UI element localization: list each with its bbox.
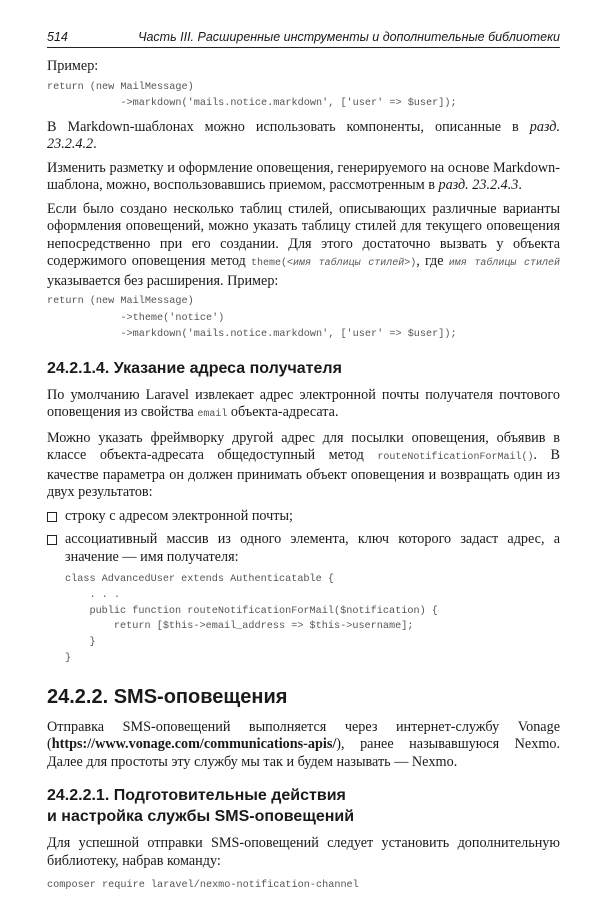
paragraph (47, 835, 560, 870)
text: . (93, 136, 97, 152)
inline-code-italic: имя таблицы стилей (448, 258, 561, 269)
code-block-theme: return (new MailMessage) ->theme('notice') ->markdown('mails.notice.markdown', ['user' => $user]); (47, 296, 457, 340)
paragraph (47, 430, 560, 502)
heading-line: и настройка службы SMS-оповещений (47, 808, 355, 826)
text: объекта-адресата. (227, 404, 339, 420)
checkbox-bullet-icon (47, 535, 57, 545)
text: указывается без расширения. Пример: (47, 272, 279, 289)
section-heading (47, 785, 560, 827)
text: , где (416, 253, 449, 269)
checkbox-bullet-icon (47, 512, 57, 522)
paragraph (47, 160, 560, 195)
paragraph (47, 119, 560, 154)
text: Можно указать фреймворку другой адрес для посылки оповещения, объявив в классе объекта-адресата общедоступный метод (47, 429, 560, 463)
section-reference: разд. 23.2.4.2 (47, 118, 560, 152)
text: В Markdown-шаблонах можно использовать компоненты, описанные в (47, 118, 530, 135)
text: Отправка SMS-оповещений выполняется через интернет-службу Vonage ( (47, 718, 560, 753)
inline-code: ) (410, 258, 417, 269)
code-block-markdown: return (new MailMessage) ->markdown('mails.notice.markdown', ['user' => $user]); (47, 81, 457, 109)
text: Для успешной отправки SMS-оповещений следует установить дополнительную библиотеку, набрав команду: (47, 835, 560, 869)
header-title: Часть III. Расширенные инструменты и дополнительные библиотеки (138, 30, 560, 44)
section-heading: 24.2.2. SMS-оповещения (47, 685, 288, 708)
code-block-class: class AdvancedUser extends Authenticatable { . . . public function routeNotificationForMail($notification) { return [$this->email_address => $this->username]; } } (65, 574, 438, 664)
list-item (47, 508, 560, 526)
section-reference: разд. 23.2.4.3 (438, 177, 519, 193)
paragraph (47, 201, 560, 291)
example-label (47, 58, 560, 76)
page-number: 514 (47, 30, 68, 44)
paragraph (47, 387, 560, 424)
text: По умолчанию Laravel извлекает адрес электронной почты получателя почтового оповещения из свойства (47, 386, 560, 420)
text: . (518, 177, 522, 193)
example-label-text: Пример: (47, 58, 99, 74)
text: Изменить разметку и оформление оповещения, генерируемого на основе Markdown-шаблона, можно, воспользовавшись приемом, рассмотренным в (47, 159, 560, 193)
inline-code: theme( (250, 258, 287, 269)
code-block-composer: composer require laravel/nexmo-notification-channel (47, 880, 359, 892)
list-item-text: ассоциативный массив из одного элемента, ключ которого задаст адрес, а значение — имя получателя: (65, 531, 560, 565)
list-item (47, 531, 560, 566)
inline-code-italic: <имя таблицы стилей> (286, 258, 411, 269)
url-link[interactable]: https://www.vonage.com/communications-apis/ (51, 736, 337, 753)
text: Если было создано несколько таблиц стилей, описывающих различные варианты оформления оповещений, можно указать таблицу стилей для текущего оповещения непосредственно при его создании. Для этого достаточно вызвать у объекта содержимого оповещения метод (47, 200, 560, 269)
paragraph (47, 719, 560, 772)
text: ), ранее называвшуюся Nexmo. Далее для простоты эту службу мы так и будем называть — Nexmo. (47, 736, 560, 770)
running-header (47, 28, 560, 48)
heading-line: 24.2.2.1. Подготовительные действия (47, 787, 346, 805)
inline-code: routeNotificationForMail() (377, 452, 534, 463)
text: . В качестве параметра он должен принимать объект оповещения и возвращать один из двух результатов: (47, 447, 560, 500)
inline-code: email (197, 409, 228, 420)
list-item-text: строку с адресом электронной почты; (65, 507, 293, 524)
section-heading: 24.2.1.4. Указание адреса получателя (47, 359, 342, 377)
